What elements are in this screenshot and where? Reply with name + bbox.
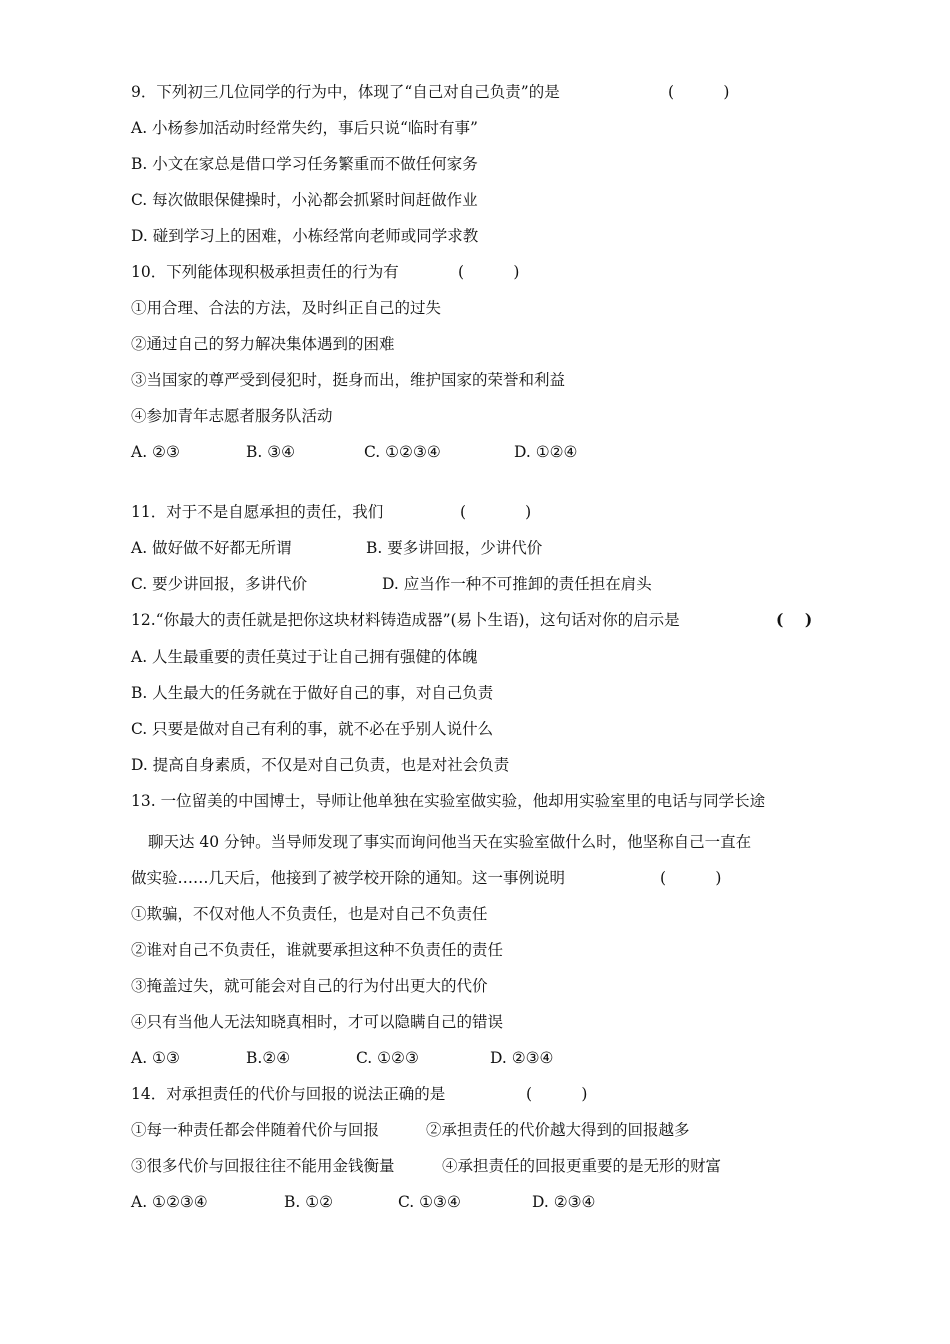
option-c: C. ①②③④ [364,443,441,461]
option-b: B. 要多讲回报，少讲代价 [366,539,543,557]
option-a: A. ②③ [131,443,180,461]
option-a: A. ①②③④ [131,1193,208,1211]
statement-1: ①用合理、合法的方法，及时纠正自己的过失 [131,299,442,317]
option-b: B. 小文在家总是借口学习任务繁重而不做任何家务 [131,155,478,173]
question-stem: 14．对承担责任的代价与回报的说法正确的是 [131,1085,446,1103]
statement-1: ①每一种责任都会伴随着代价与回报 [131,1121,380,1139]
question-stem: 10．下列能体现积极承担责任的行为有 [131,263,399,281]
option-d: D. 提高自身素质，不仅是对自己负责，也是对社会负责 [131,756,510,774]
option-d: D. ①②④ [514,443,578,461]
statement-1: ①欺骗，不仅对他人不负责任，也是对自己不负责任 [131,905,488,923]
option-c: C. ①③④ [398,1193,461,1211]
option-d: D. ②③④ [490,1049,554,1067]
answer-parentheses: ( ) [776,610,813,629]
question-stem: 11．对于不是自愿承担的责任，我们 [131,503,384,521]
statement-4: ④承担责任的回报更重要的是无形的财富 [442,1157,722,1175]
option-a: A. ①③ [131,1049,180,1067]
option-b: B. ③④ [246,443,296,461]
question-stem-line-3: 做实验……几天后，他接到了被学校开除的通知。这一事例说明 [131,869,566,887]
option-d: D. 应当作一种不可推卸的责任担在肩头 [382,575,652,593]
option-a: A. 人生最重要的责任莫过于让自己拥有强健的体魄 [131,648,478,666]
statement-3: ③当国家的尊严受到侵犯时，挺身而出，维护国家的荣誉和利益 [131,371,566,389]
answer-parentheses: ( ) [660,869,722,887]
option-d: D. ②③④ [532,1193,596,1211]
answer-parentheses: ( ) [458,263,520,281]
option-a: A. 做好做不好都无所谓 [131,539,292,557]
question-stem-line-1: 13. 一位留美的中国博士，导师让他单独在实验室做实验，他却用实验室里的电话与同学长途 [131,792,766,810]
statement-4: ④参加青年志愿者服务队活动 [131,407,333,425]
option-c: C. 只要是做对自己有利的事，就不必在乎别人说什么 [131,720,494,738]
question-stem: 9．下列初三几位同学的行为中，体现了“自己对自己负责”的是 [131,83,560,101]
statement-2: ②承担责任的代价越大得到的回报越多 [426,1121,690,1139]
option-c: C. ①②③ [356,1049,419,1067]
statement-2: ②谁对自己不负责任，谁就要承担这种不负责任的责任 [131,941,504,959]
option-c: C. 每次做眼保健操时，小沁都会抓紧时间赶做作业 [131,191,478,209]
question-stem-line-2: 聊天达 40 分钟。当导师发现了事实而询问他当天在实验室做什么时，他坚称自己一直在 [148,833,752,851]
statement-2: ②通过自己的努力解决集体遇到的困难 [131,335,395,353]
option-a: A. 小杨参加活动时经常失约，事后只说“临时有事” [131,119,478,137]
answer-parentheses: ( ) [460,503,532,521]
answer-parentheses: ( ) [526,1085,588,1103]
option-b: B. ①② [284,1193,334,1211]
option-c: C. 要少讲回报，多讲代价 [131,575,308,593]
option-b: B.②④ [246,1049,291,1067]
statement-3: ③很多代价与回报往往不能用金钱衡量 [131,1157,395,1175]
answer-parentheses: ( ) [668,83,730,101]
option-b: B. 人生最大的任务就在于做好自己的事，对自己负责 [131,684,494,702]
statement-4: ④只有当他人无法知晓真相时，才可以隐瞒自己的错误 [131,1013,504,1031]
statement-3: ③掩盖过失，就可能会对自己的行为付出更大的代价 [131,977,488,995]
option-d: D. 碰到学习上的困难，小栋经常向老师或同学求教 [131,227,479,245]
question-stem: 12.“你最大的责任就是把你这块材料铸造成器”(易卜生语)，这句话对你的启示是 [131,611,680,629]
